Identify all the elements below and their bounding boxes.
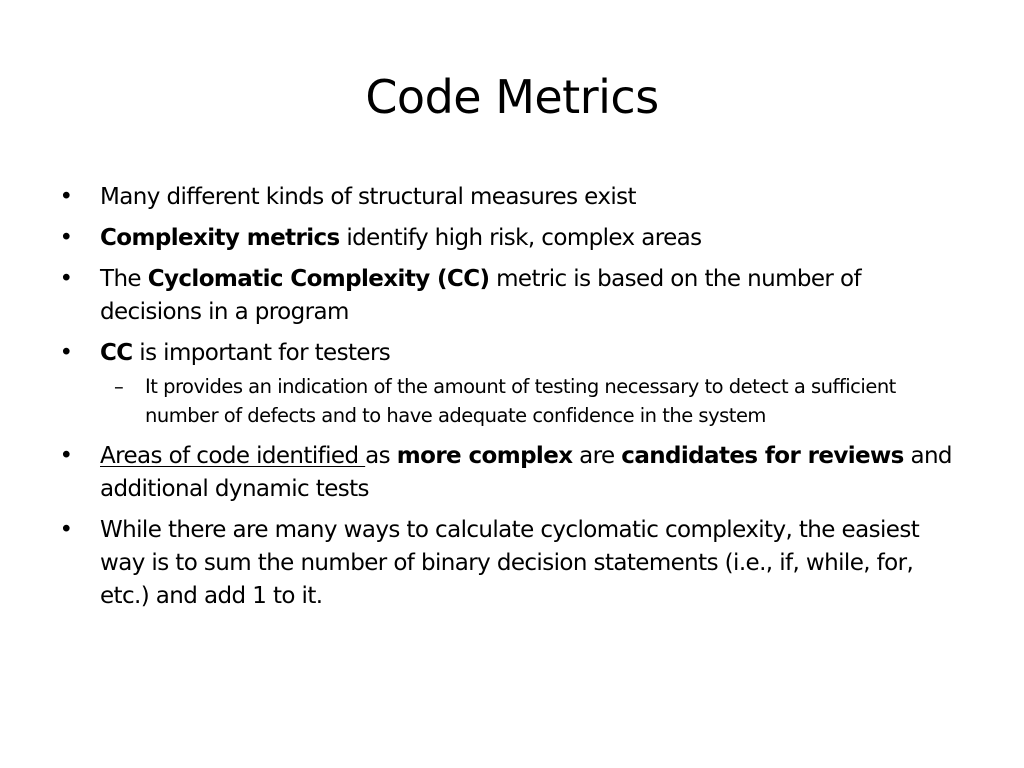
slide-title: Code Metrics [365, 70, 659, 124]
bullet-icon: • [59, 184, 73, 210]
bullet-text: and additional dynamic tests [100, 443, 952, 502]
bullet-icon: • [59, 266, 73, 292]
bullet-bold-term: candidates for reviews [621, 443, 904, 469]
bullet-item [56, 222, 956, 255]
bullet-text: as [365, 443, 397, 469]
bullet-bold-term: Cyclomatic Complexity (CC) [147, 266, 490, 292]
bullet-text: is important for testers [132, 340, 391, 366]
bullet-icon: • [59, 340, 73, 366]
bullet-item [56, 337, 956, 370]
sub-bullet-item [56, 372, 956, 430]
bullet-text: While there are many ways to calculate cyclomatic complexity, the easiest way is to sum the number of binary decision statements (i.e., if, while, for, etc.) and add 1 to it. [100, 517, 920, 609]
bullet-text: metric is based on the number of decisions in a program [100, 266, 861, 325]
slide-body [56, 181, 956, 621]
bullet-icon: • [59, 443, 73, 469]
sub-bullet-text: It provides an indication of the amount of testing necessary to detect a sufficient number of defects and to have adequate confidence in the system [145, 375, 896, 427]
bullet-text: are [572, 443, 622, 469]
bullet-icon: • [59, 517, 73, 543]
dash-icon: – [114, 375, 124, 398]
bullet-bold-term: more complex [396, 443, 573, 469]
bullet-icon: • [59, 225, 73, 251]
bullet-text: Many different kinds of structural measures exist [100, 184, 636, 210]
bullet-item [56, 514, 956, 613]
bullet-item [56, 263, 956, 329]
bullet-prefix: The [100, 266, 148, 292]
bullet-underlined-text: Areas of code identified [100, 443, 366, 469]
bullet-item [56, 440, 956, 506]
bullet-text: identify high risk, complex areas [339, 225, 702, 251]
bullet-bold-term: Complexity metrics [100, 225, 340, 251]
bullet-item [56, 181, 956, 214]
bullet-bold-term: CC [100, 340, 133, 366]
